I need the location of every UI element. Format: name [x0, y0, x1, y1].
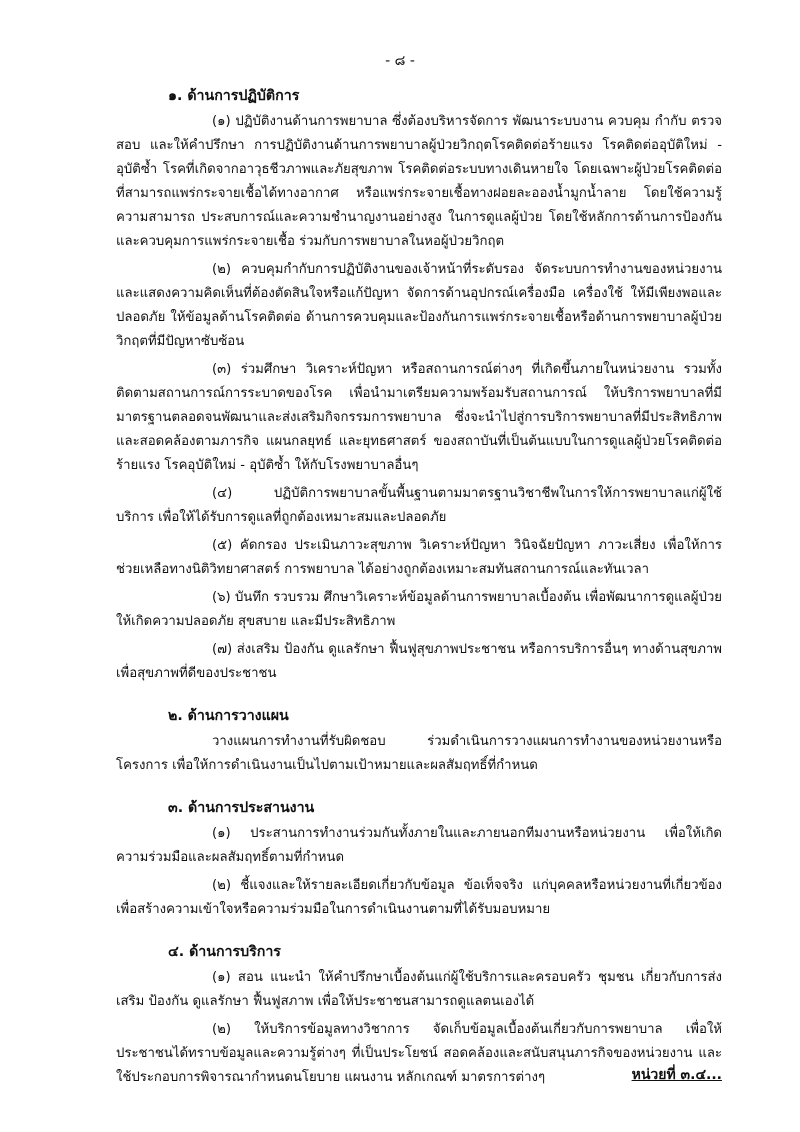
section-coordination: [116, 796, 722, 922]
page-number: - ๘ -: [385, 53, 415, 69]
section-operations: [116, 84, 722, 686]
section-gap: [116, 690, 722, 704]
paragraph: (๓) ร่วมศึกษา วิเคราะห์ปัญหา หรือสถานการณ์ต่างๆ ที่เกิดขึ้นภายในหน่วยงาน รวมทั้งติดตามสถานการณ์การระบาดของโรค เพื่อนำมาเตรียมความพร้อมรับสถานการณ์ ให้บริการพยาบาลที่มีมาตรฐานตลอดจนพัฒนาและส่งเสริมกิจกรรมการพยาบาล ซึ่งจะนำไปสู่การบริการพยาบาลที่มีประสิทธิภาพและสอดคล้องตามภารกิจ แผนกลยุทธ์ และยุทธศาสตร์ ของสถาบันที่เป็นต้นแบบในการดูแลผู้ป่วยโรคติดต่อร้ายแรง โรคอุบัติใหม่ - อุบัติซ้ำ ให้กับโรงพยาบาลอื่นๆ: [116, 362, 722, 473]
section-title: ๔. ด้านการบริการ: [168, 944, 281, 960]
section-title: ๒. ด้านการวางแผน: [168, 708, 289, 724]
section-gap: [116, 926, 722, 940]
section-title: ๑. ด้านการปฏิบัติการ: [168, 88, 300, 104]
paragraph: (๑) สอน แนะนำ ให้คำปรึกษาเบื้องต้นแก่ผู้ใช้บริการและครอบครัว ชุมชน เกี่ยวกับการส่งเสริม ป้องกัน ดูแลรักษา ฟื้นฟูสภาพ เพื่อให้ประชาชนสามารถดูแลตนเองได้: [116, 970, 722, 1009]
paragraph: (๕) คัดกรอง ประเมินภาวะสุขภาพ วิเคราะห์ปัญหา วินิจฉัยปัญหา ภาวะเสี่ยง เพื่อให้การช่วยเหลือทางนิติวิทยาศาสตร์ การพยาบาล ได้อย่างถูกต้องเหมาะสมทันสถานการณ์และทันเวลา: [116, 538, 722, 577]
paragraph: วางแผนการทำงานที่รับผิดชอบ ร่วมดำเนินการวางแผนการทำงานของหน่วยงานหรือโครงการ เพื่อให้การดำเนินงานเป็นไปตามเป้าหมายและผลสัมฤทธิ์ที่กำหนด: [116, 734, 722, 773]
paragraph: (๒) ควบคุมกำกับการปฏิบัติงานของเจ้าหน้าที่ระดับรอง จัดระบบการทำงานของหน่วยงาน และแสดงความคิดเห็นที่ต้องตัดสินใจหรือแก้ปัญหา จัดการด้านอุปกรณ์เครื่องมือ เครื่องใช้ ให้มีเพียงพอและปลอดภัย ให้ข้อมูลด้านโรคติดต่อ ด้านการควบคุมและป้องกันการแพร่กระจายเชื้อหรือด้านการพยาบาลผู้ป่วยวิกฤตที่มีปัญหาซับซ้อน: [116, 262, 722, 349]
paragraph: (๖) บันทึก รวบรวม ศึกษาวิเคราะห์ข้อมูลด้านการพยาบาลเบื้องต้น เพื่อพัฒนาการดูแลผู้ป่วย ให้เกิดความปลอดภัย สุขสบาย และมีประสิทธิภาพ: [116, 590, 722, 629]
paragraph: (๒) ชี้แจงและให้รายละเอียดเกี่ยวกับข้อมูล ข้อเท็จจริง แก่บุคคลหรือหน่วยงานที่เกี่ยวข้อง เพื่อสร้างความเข้าใจหรือความร่วมมือในการดำเนินงานตามที่ได้รับมอบหมาย: [116, 878, 722, 917]
section-planning: [116, 704, 722, 778]
section-gap: [116, 782, 722, 796]
paragraph: (๑) ปฏิบัติงานด้านการพยาบาล ซึ่งต้องบริหารจัดการ พัฒนาระบบงาน ควบคุม กำกับ ตรวจสอบ และให้คำปรึกษา การปฏิบัติงานด้านการพยาบาลผู้ป่วยวิกฤตโรคติดต่อร้ายแรง โรคติดต่ออุบัติใหม่ - อุบัติซ้ำ โรคที่เกิดจากอาวุธชีวภาพและภัยสุขภาพ โรคติดต่อระบบทางเดินหายใจ โดยเฉพาะผู้ป่วยโรคติดต่อที่สามารถแพร่กระจายเชื้อได้ทางอากาศ หรือแพร่กระจายเชื้อทางฝอยละอองน้ำมูกน้ำลาย โดยใช้ความรู้ ความสามารถ ประสบการณ์และความชำนาญงานอย่างสูง ในการดูแลผู้ป่วย โดยใช้หลักการด้านการป้องกันและควบคุมการแพร่กระจายเชื้อ ร่วมกับการพยาบาลในหอผู้ป่วยวิกฤต: [116, 114, 722, 249]
document-body: [116, 84, 722, 1094]
continuation-reference: หน่วยที่ ๓.๔...: [631, 1067, 722, 1083]
paragraph: (๑) ประสานการทำงานร่วมกันทั้งภายในและภายนอกทีมงานหรือหน่วยงาน เพื่อให้เกิดความร่วมมือและผลสัมฤทธิ์ตามที่กำหนด: [116, 826, 722, 865]
paragraph: (๔) ปฏิบัติการพยาบาลขั้นพื้นฐานตามมาตรฐานวิชาชีพในการให้การพยาบาลแก่ผู้ใช้บริการ เพื่อให้ได้รับการดูแลที่ถูกต้องเหมาะสมและปลอดภัย: [116, 486, 722, 525]
paragraph: (๗) ส่งเสริม ป้องกัน ดูแลรักษา ฟื้นฟูสุขภาพประชาชน หรือการบริการอื่นๆ ทางด้านสุขภาพเพื่อสุขภาพที่ดีของประชาชน: [116, 642, 722, 681]
section-title: ๓. ด้านการประสานงาน: [168, 800, 315, 816]
paragraph: (๒) ให้บริการข้อมูลทางวิชาการ จัดเก็บข้อมูลเบื้องต้นเกี่ยวกับการพยาบาล เพื่อให้ประชาชนได้ทราบข้อมูลและความรู้ต่างๆ ที่เป็นประโยชน์ สอดคล้องและสนับสนุนภารกิจของหน่วยงาน และใช้ประกอบการพิจารณากำหนดนโยบาย แผนงาน หลักเกณฑ์ มาตรการต่างๆ: [116, 1022, 722, 1085]
